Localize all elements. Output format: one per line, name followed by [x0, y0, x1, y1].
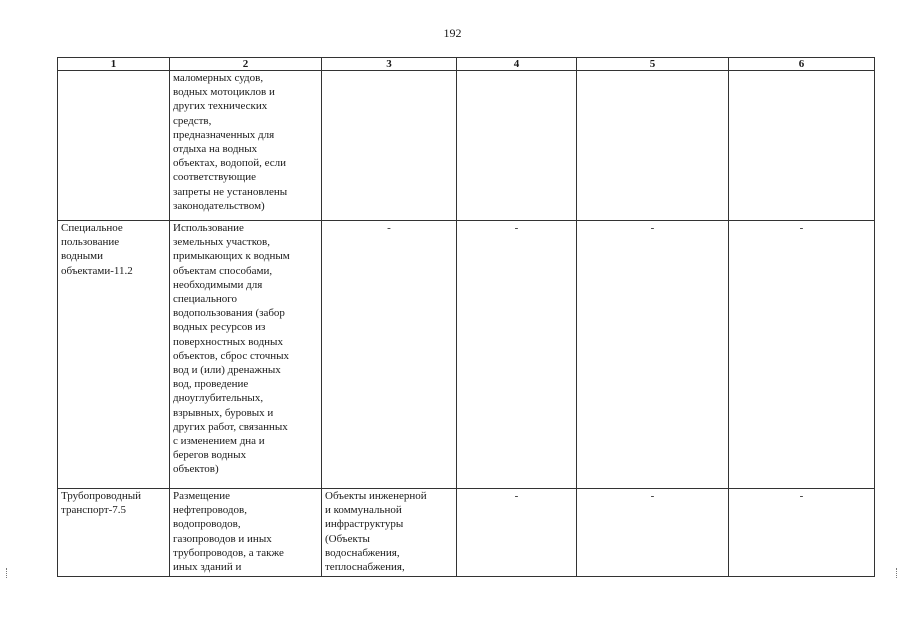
cell-col-5: - [577, 221, 729, 489]
land-use-table [57, 57, 875, 577]
cell-col-4 [457, 71, 577, 221]
cell-col-6: - [729, 489, 875, 577]
cell-land-use-type [58, 71, 170, 221]
cell-col-4: - [457, 221, 577, 489]
column-header-4: 4 [457, 58, 577, 71]
header-row [58, 58, 875, 71]
right-margin-mark [896, 568, 898, 578]
cell-land-use-description: Размещение нефтепроводов, водопроводов, газопроводов и иных трубопроводов, а также иных зданий и [170, 489, 322, 577]
table-row [58, 71, 875, 221]
cell-permitted-objects [322, 71, 457, 221]
cell-col-5: - [577, 489, 729, 577]
table-row [58, 489, 875, 577]
column-header-6: 6 [729, 58, 875, 71]
cell-land-use-description: Использование земельных участков, примыкающих к водным объектам способами, необходимыми для специального водопользования (забор водных ресурсов из поверхностных водных объектов, сброс сточных вод и (или) дренажных вод, проведение дноуглубительных, взрывных, буровых и других работ, связанных с изменением дна и берегов водных объектов) [170, 221, 322, 489]
table-row [58, 221, 875, 489]
cell-col-4: - [457, 489, 577, 577]
cell-land-use-type: Трубопроводный транспорт-7.5 [58, 489, 170, 577]
cell-col-6 [729, 71, 875, 221]
cell-land-use-type: Специальное пользование водными объектами-11.2 [58, 221, 170, 489]
column-header-2: 2 [170, 58, 322, 71]
cell-permitted-objects: Объекты инженерной и коммунальной инфраструктуры (Объекты водоснабжения, теплоснабжения, [322, 489, 457, 577]
cell-permitted-objects: - [322, 221, 457, 489]
cell-col-5 [577, 71, 729, 221]
cell-col-6: - [729, 221, 875, 489]
column-header-1: 1 [58, 58, 170, 71]
left-margin-mark [6, 568, 8, 578]
column-header-3: 3 [322, 58, 457, 71]
page-number: 192 [443, 26, 462, 40]
column-header-5: 5 [577, 58, 729, 71]
cell-land-use-description: маломерных судов, водных мотоциклов и других технических средств, предназначенных для отдыха на водных объектах, водопой, если соответствующие запреты не установлены законодательством) [170, 71, 322, 221]
